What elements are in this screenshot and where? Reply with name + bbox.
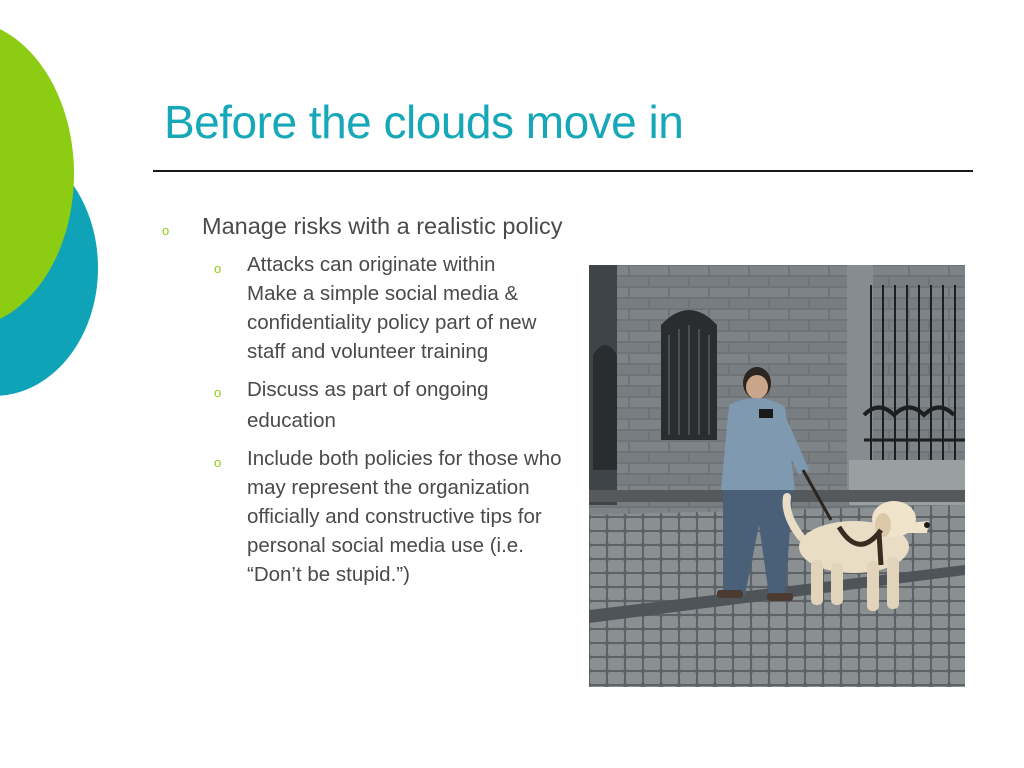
sub-bullet-item [160, 444, 570, 589]
bullet-text: Manage risks with a realistic policy [202, 213, 563, 239]
sub-bullet-text-line: Make a simple social media & confidentiality policy part of new staff and volunteer training [247, 282, 537, 363]
slide-title: Before the clouds move in [164, 96, 684, 148]
bullet-marker: o [162, 223, 170, 238]
bullet-item [160, 210, 570, 242]
sub-bullet-text: Include both policies for those who may represent the organization officially and constructive tips for personal social media use (i.e. “Don’t be stupid.”) [247, 447, 562, 586]
title-divider [153, 170, 973, 172]
sub-bullet-marker: o [214, 455, 222, 470]
guide-dog-photo [589, 265, 965, 687]
sub-bullet-item [160, 250, 570, 366]
sub-bullet-text: Discuss as part of ongoing education [247, 378, 489, 432]
sub-bullet-marker: o [214, 385, 222, 400]
sub-bullet-item [160, 374, 570, 436]
bullet-list [160, 210, 570, 589]
sub-bullet-marker: o [214, 261, 222, 276]
sub-bullet-text-line: Attacks can originate within [247, 253, 496, 276]
